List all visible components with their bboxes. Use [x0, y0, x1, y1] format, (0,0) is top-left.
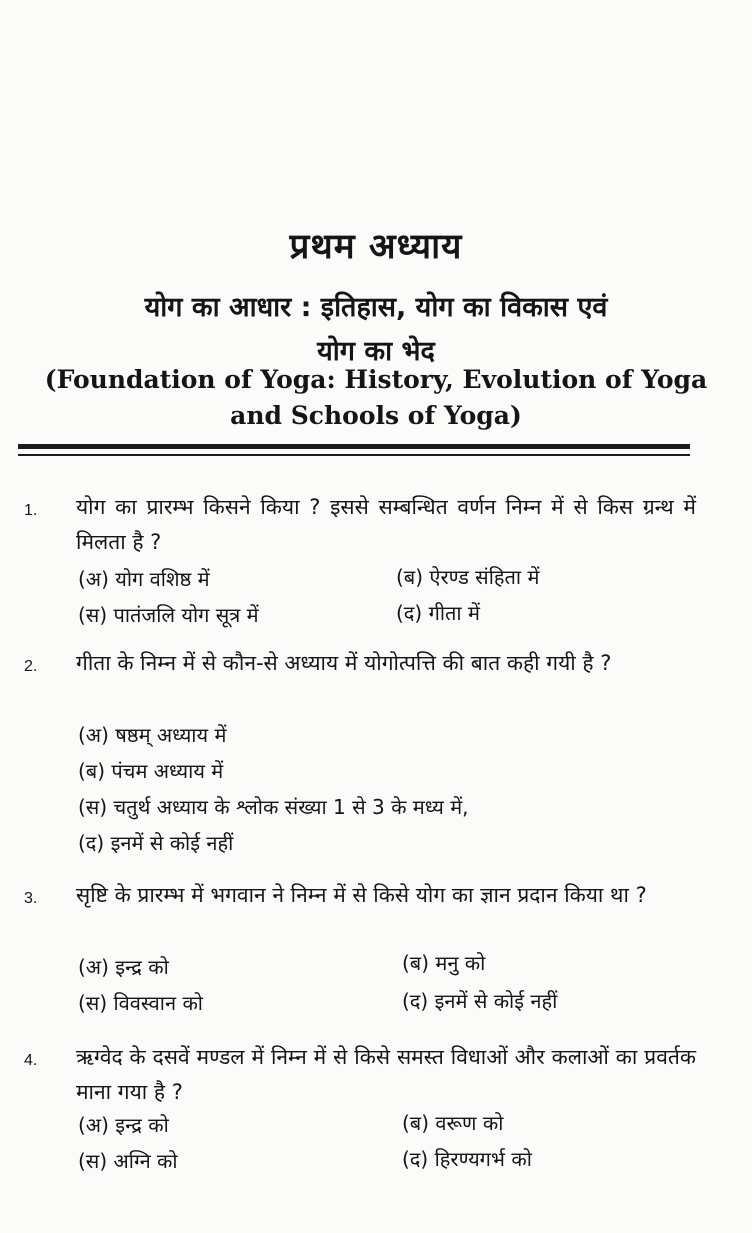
- option-c: (स) चतुर्थ अध्याय के श्लोक संख्या 1 से 3 के मध्य में,: [78, 795, 469, 819]
- option-a: (अ) षष्ठम् अध्याय में: [78, 723, 227, 747]
- question-4: [24, 1040, 704, 1190]
- question-2: [24, 646, 704, 866]
- option-b: (ब) वरूण को: [402, 1111, 504, 1135]
- question-text: ऋग्वेद के दसवें मण्डल में निम्न में से किसे समस्त विधाओं और कलाओं का प्रवर्तक माना गया है ?: [76, 1045, 696, 1104]
- option-b: (ब) पंचम अध्याय में: [78, 759, 224, 783]
- option-d: (द) हिरण्यगर्भ को: [402, 1147, 532, 1171]
- question-text: गीता के निम्न में से कौन-से अध्याय में योगोत्पत्ति की बात कही गयी है ?: [76, 651, 612, 675]
- question-text: योग का प्रारम्भ किसने किया ? इससे सम्बन्धित वर्णन निम्न में से किस ग्रन्थ में मिलता है ?: [76, 495, 696, 554]
- chapter-title: प्रथम अध्याय: [289, 227, 463, 267]
- question-1: [24, 490, 704, 630]
- option-b: (ब) ऐरण्ड संहिता में: [396, 565, 540, 589]
- option-d: (द) गीता में: [396, 601, 480, 625]
- english-subtitle-line1: (Foundation of Yoga: History, Evolution of Yoga: [44, 365, 708, 394]
- option-c: (स) पातंजलि योग सूत्र में: [78, 603, 259, 627]
- option-a: (अ) इन्द्र को: [78, 955, 169, 979]
- question-text: सृष्टि के प्रारम्भ में भगवान ने निम्न में से किसे योग का ज्ञान प्रदान किया था ?: [76, 883, 647, 907]
- option-a: (अ) योग वशिष्ठ में: [78, 567, 210, 591]
- option-c: (स) विवस्वान को: [78, 991, 203, 1015]
- question-number: 4.: [24, 1052, 38, 1069]
- english-subtitle: [20, 362, 732, 434]
- hindi-subtitle: [30, 286, 722, 374]
- option-d: (द) इनमें से कोई नहीं: [402, 989, 558, 1013]
- divider-rule-thin: [18, 454, 690, 456]
- question-number: 2.: [24, 658, 38, 675]
- option-a: (अ) इन्द्र को: [78, 1113, 169, 1137]
- option-b: (ब) मनु को: [402, 951, 486, 975]
- option-d: (द) इनमें से कोई नहीं: [78, 831, 234, 855]
- question-number: 1.: [24, 502, 38, 519]
- divider-rule-thick: [18, 444, 690, 449]
- hindi-subtitle-line1: योग का आधार : इतिहास, योग का विकास एवं: [144, 292, 608, 323]
- question-number: 3.: [24, 890, 38, 907]
- hindi-subtitle-line2: योग का भेद: [317, 336, 435, 367]
- option-c: (स) अग्नि को: [78, 1149, 178, 1173]
- question-3: [24, 878, 704, 1028]
- english-subtitle-line2: and Schools of Yoga): [230, 401, 522, 430]
